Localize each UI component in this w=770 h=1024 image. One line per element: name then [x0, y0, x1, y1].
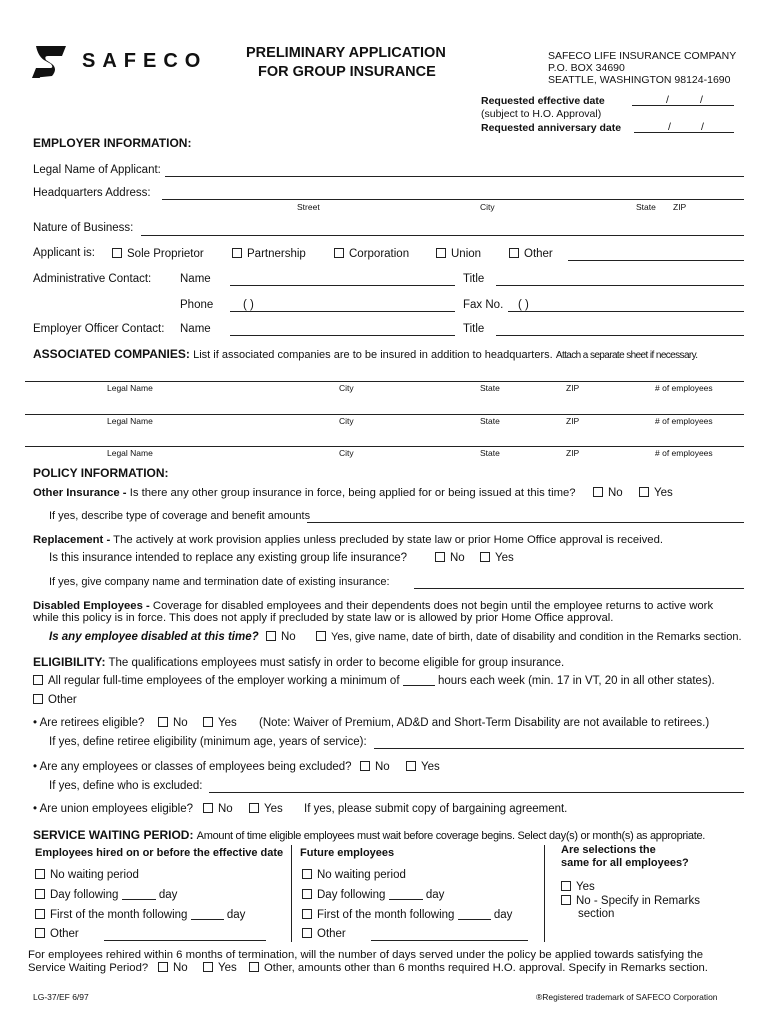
describe-coverage-label: If yes, describe type of coverage and benefit amounts	[49, 510, 311, 522]
eligibility-text: The qualifications employees must satisfy in order to become eligible for group insurance.	[108, 657, 565, 669]
option-label: Day following	[50, 889, 119, 901]
bullet: •	[33, 761, 38, 773]
waiting-col-divider-1	[291, 845, 292, 942]
option-label: Other	[50, 928, 79, 940]
disabled-label: Disabled Employees -	[33, 600, 150, 612]
admin-name-field[interactable]	[230, 285, 455, 286]
employer-info-heading: EMPLOYER INFORMATION:	[33, 136, 192, 150]
option-label: Yes	[264, 803, 283, 815]
question-label: Are union employees eligible?	[39, 803, 194, 815]
retirees-define-field[interactable]	[374, 748, 744, 749]
checkbox[interactable]	[436, 248, 446, 258]
waiting-text: Amount of time eligible employees must wait before coverage begins. Select day(s) or month(s) as appropriate.	[196, 830, 706, 842]
checkbox[interactable]	[360, 761, 370, 771]
eligibility-heading	[33, 655, 564, 669]
fax-field[interactable]	[508, 311, 744, 312]
hq-sub-state: State	[636, 202, 656, 212]
min-hours-field[interactable]	[403, 676, 435, 686]
checkbox[interactable]	[302, 869, 312, 879]
col3-no-specify-2: section	[578, 908, 615, 920]
option-label: Other, amounts other than 6 months required H.O. approval. Specify in Remarks section.	[264, 962, 708, 974]
option-label: Yes	[218, 717, 237, 729]
checkbox[interactable]	[406, 761, 416, 771]
waiting-col3-head-2: same for all employees?	[561, 857, 689, 869]
requested-effective-date-label: Requested effective date	[481, 95, 605, 107]
months-field[interactable]	[458, 910, 491, 920]
checkbox[interactable]	[203, 803, 213, 813]
date-slash: /	[666, 94, 669, 106]
option-label: Union	[451, 248, 482, 260]
rehire-line-2: Service Waiting Period?	[28, 962, 149, 974]
option-label: No	[375, 761, 390, 773]
checkbox[interactable]	[35, 928, 45, 938]
union-note: If yes, please submit copy of bargaining agreement.	[304, 803, 568, 815]
associated-heading	[33, 347, 697, 361]
option-label: No	[450, 552, 465, 564]
form-title-line1: PRELIMINARY APPLICATION	[246, 45, 446, 61]
trademark-note: ®Registered trademark of SAFECO Corporation	[536, 992, 718, 1002]
union-yes[interactable]	[249, 803, 283, 815]
hq-sub-zip: ZIP	[673, 202, 687, 212]
waiting-col2-head: Future employees	[300, 847, 395, 859]
option-label-cont: hours each week (min. 17 in VT, 20 in all other states).	[437, 675, 715, 687]
company-city: SEATTLE, WASHINGTON 98124-1690	[548, 74, 731, 86]
other-insurance-question	[33, 487, 576, 499]
date-slash: /	[668, 121, 671, 133]
other-type-field[interactable]	[568, 260, 744, 261]
checkbox[interactable]	[158, 962, 168, 972]
checkbox[interactable]	[639, 487, 649, 497]
months-field[interactable]	[191, 910, 224, 920]
replace-no[interactable]	[435, 552, 465, 564]
describe-coverage-field[interactable]	[307, 522, 744, 523]
option-label: Day following	[317, 889, 386, 901]
option-label: Other	[317, 928, 346, 940]
option-label: Corporation	[349, 248, 410, 260]
assoc-col-zip: ZIP	[566, 383, 580, 393]
checkbox[interactable]	[35, 889, 45, 899]
assoc-row-3-line[interactable]	[25, 446, 744, 447]
replacement-label: Replacement -	[33, 534, 111, 546]
col1-day-following[interactable]	[35, 889, 177, 901]
checkbox[interactable]	[302, 889, 312, 899]
hq-address-label: Headquarters Address:	[33, 187, 151, 199]
option-label: Other	[48, 694, 77, 706]
option-label-cont: day	[493, 909, 513, 921]
assoc-row-1-line[interactable]	[25, 381, 744, 382]
option-label: Yes, give name, date of birth, date of disability and condition in the Remarks section.	[331, 631, 742, 643]
safeco-logo-icon	[30, 44, 68, 80]
assoc-row-2-line[interactable]	[25, 414, 744, 415]
col1-first-month[interactable]	[35, 909, 245, 921]
assoc-col-city: City	[339, 448, 354, 458]
checkbox[interactable]	[302, 909, 312, 919]
admin-title-label: Title	[463, 273, 485, 285]
option-label: Partnership	[247, 248, 306, 260]
waiting-col3-head-1: Are selections the	[561, 844, 656, 856]
retirees-define-label: If yes, define retiree eligibility (minimum age, years of service):	[49, 736, 367, 748]
officer-title-label: Title	[463, 323, 485, 335]
safeco-logo	[30, 44, 215, 84]
assoc-col-zip: ZIP	[566, 448, 580, 458]
question-label: Are retirees eligible?	[39, 717, 145, 729]
excluded-define-label: If yes, define who is excluded:	[49, 780, 203, 792]
rehire-no[interactable]	[158, 962, 188, 974]
col1-other[interactable]	[35, 928, 79, 940]
checkbox[interactable]	[435, 552, 445, 562]
opt-partnership[interactable]	[232, 248, 306, 260]
assoc-col-zip: ZIP	[566, 416, 580, 426]
assoc-col-employees: # of employees	[655, 448, 713, 458]
excluded-yes[interactable]	[406, 761, 440, 773]
retirees-no[interactable]	[158, 717, 188, 729]
eligibility-title: ELIGIBILITY:	[33, 655, 106, 669]
other-eligibility-option[interactable]	[33, 694, 77, 706]
checkbox[interactable]	[112, 248, 122, 258]
question-label: Are any employees or classes of employees being excluded?	[39, 761, 352, 773]
disabled-yes[interactable]	[316, 631, 742, 643]
other-insurance-no[interactable]	[593, 487, 623, 499]
assoc-col-state: State	[480, 416, 500, 426]
assoc-col-employees: # of employees	[655, 416, 713, 426]
date-slash: /	[700, 94, 703, 106]
option-label: No	[173, 962, 188, 974]
col2-other-field[interactable]	[371, 940, 528, 941]
checkbox[interactable]	[232, 248, 242, 258]
nature-label: Nature of Business:	[33, 222, 134, 234]
checkbox[interactable]	[249, 962, 259, 972]
fax-area-code: ( )	[518, 299, 529, 311]
option-label: All regular full-time employees of the employer working a minimum of	[48, 675, 400, 687]
col3-no-specify[interactable]	[561, 895, 700, 907]
waiting-heading	[33, 828, 705, 842]
option-label: Sole Proprietor	[127, 248, 204, 260]
subject-to-note: (subject to H.O. Approval)	[481, 108, 602, 120]
option-label: No	[608, 487, 623, 499]
associated-attach: Attach a separate sheet if necessary.	[555, 350, 698, 361]
replace-question: Is this insurance intended to replace any existing group life insurance?	[49, 552, 407, 564]
replacement-text: The actively at work provision applies unless precluded by state law or prior Home Office approval is received.	[113, 534, 664, 546]
option-label-cont: day	[226, 909, 246, 921]
applicant-is-label: Applicant is:	[33, 247, 96, 259]
option-label: No waiting period	[317, 869, 406, 881]
option-label: No	[218, 803, 233, 815]
days-field[interactable]	[122, 890, 156, 900]
date-slash: /	[701, 121, 704, 133]
assoc-col-state: State	[480, 383, 500, 393]
col2-day-following[interactable]	[302, 889, 444, 901]
days-field[interactable]	[389, 890, 423, 900]
bullet: •	[33, 717, 38, 729]
col1-no-waiting[interactable]	[35, 869, 139, 881]
logo-wordmark: SAFECO	[82, 50, 208, 72]
replace-yes[interactable]	[480, 552, 514, 564]
option-label: First of the month following	[50, 909, 188, 921]
checkbox[interactable]	[158, 717, 168, 727]
opt-other[interactable]	[509, 248, 553, 260]
retirees-question	[33, 717, 144, 729]
disabled-text-2: while this policy is in force. This does not apply if precluded by state law or is allowed by prior Home Office approval.	[33, 612, 614, 624]
checkbox[interactable]	[266, 631, 276, 641]
disabled-question: Is any employee disabled at this time?	[49, 631, 259, 643]
other-insurance-yes[interactable]	[639, 487, 673, 499]
option-label: Yes	[421, 761, 440, 773]
replacement-statement	[33, 534, 663, 546]
excluded-define-field[interactable]	[209, 792, 744, 793]
waiting-title: SERVICE WAITING PERIOD:	[33, 828, 194, 842]
officer-name-label: Name	[180, 323, 211, 335]
excluded-no[interactable]	[360, 761, 390, 773]
option-label: Yes	[218, 962, 237, 974]
requested-anniversary-date-label: Requested anniversary date	[481, 122, 622, 134]
option-label: Yes	[576, 881, 595, 893]
opt-sole-proprietor[interactable]	[112, 248, 204, 260]
rehire-yes[interactable]	[203, 962, 237, 974]
assoc-col-legal: Legal Name	[107, 416, 153, 426]
checkbox[interactable]	[35, 909, 45, 919]
existing-company-label: If yes, give company name and termination date of existing insurance:	[49, 576, 390, 588]
checkbox[interactable]	[33, 694, 43, 704]
checkbox[interactable]	[509, 248, 519, 258]
assoc-col-city: City	[339, 416, 354, 426]
disabled-statement	[33, 600, 713, 612]
form-title-line2: FOR GROUP INSURANCE	[258, 64, 436, 80]
nature-field[interactable]	[141, 235, 744, 236]
phone-area-code: ( )	[243, 299, 254, 311]
checkbox[interactable]	[302, 928, 312, 938]
col1-other-field[interactable]	[104, 940, 266, 941]
checkbox[interactable]	[316, 631, 326, 641]
option-label: Yes	[654, 487, 673, 499]
rehire-other[interactable]	[249, 962, 708, 974]
phone-field[interactable]	[230, 311, 455, 312]
checkbox[interactable]	[203, 962, 213, 972]
union-no[interactable]	[203, 803, 233, 815]
col2-first-month[interactable]	[302, 909, 512, 921]
option-label: No - Specify in Remarks	[576, 895, 700, 907]
disabled-text-1: Coverage for disabled employees and their dependents does not begin until the employee returns to active work	[152, 600, 714, 612]
admin-contact-label: Administrative Contact:	[33, 273, 152, 285]
other-insurance-label: Other Insurance -	[33, 487, 127, 499]
all-regular-option[interactable]	[33, 675, 715, 687]
retirees-yes[interactable]	[203, 717, 237, 729]
waiting-col-divider-2	[544, 845, 545, 942]
col2-no-waiting[interactable]	[302, 869, 406, 881]
option-label-cont: day	[158, 889, 178, 901]
assoc-col-employees: # of employees	[655, 383, 713, 393]
waiting-col1-head: Employees hired on or before the effective date	[35, 847, 284, 859]
hq-address-field[interactable]	[162, 199, 744, 200]
assoc-col-legal: Legal Name	[107, 383, 153, 393]
bullet: •	[33, 803, 38, 815]
checkbox[interactable]	[33, 675, 43, 685]
option-label: No waiting period	[50, 869, 139, 881]
assoc-col-city: City	[339, 383, 354, 393]
legal-name-field[interactable]	[165, 176, 744, 177]
disabled-no[interactable]	[266, 631, 296, 643]
option-label: Other	[524, 248, 553, 260]
opt-corporation[interactable]	[334, 248, 409, 260]
checkbox[interactable]	[35, 869, 45, 879]
checkbox[interactable]	[593, 487, 603, 497]
other-insurance-text: Is there any other group insurance in force, being applied for or being issued at this time?	[129, 487, 576, 499]
form-number: LG-37/EF 6/97	[33, 992, 89, 1002]
retirees-note: (Note: Waiver of Premium, AD&D and Short-Term Disability are not available to retirees.)	[259, 717, 710, 729]
assoc-col-legal: Legal Name	[107, 448, 153, 458]
opt-union[interactable]	[436, 248, 481, 260]
option-label: First of the month following	[317, 909, 455, 921]
col2-other[interactable]	[302, 928, 346, 940]
option-label: No	[281, 631, 296, 643]
associated-text: List if associated companies are to be insured in addition to headquarters.	[193, 349, 553, 361]
hq-sub-city: City	[480, 202, 495, 212]
admin-name-label: Name	[180, 273, 211, 285]
option-label: No	[173, 717, 188, 729]
officer-name-field[interactable]	[230, 335, 455, 336]
checkbox[interactable]	[334, 248, 344, 258]
company-box: P.O. BOX 34690	[548, 62, 625, 74]
union-question	[33, 803, 193, 815]
associated-title: ASSOCIATED COMPANIES:	[33, 347, 190, 361]
officer-title-field[interactable]	[496, 335, 744, 336]
assoc-col-state: State	[480, 448, 500, 458]
fax-label: Fax No.	[463, 299, 504, 311]
hq-sub-street: Street	[297, 202, 320, 212]
existing-company-field[interactable]	[414, 588, 744, 589]
option-label-cont: day	[425, 889, 445, 901]
phone-label: Phone	[180, 299, 214, 311]
checkbox[interactable]	[249, 803, 259, 813]
company-name: SAFECO LIFE INSURANCE COMPANY	[548, 50, 737, 62]
officer-contact-label: Employer Officer Contact:	[33, 323, 165, 335]
rehire-line-1: For employees rehired within 6 months of termination, will the number of days served under the policy be applied towards satisfying the	[28, 949, 704, 961]
checkbox[interactable]	[203, 717, 213, 727]
legal-name-label: Legal Name of Applicant:	[33, 164, 161, 176]
checkbox[interactable]	[561, 895, 571, 905]
policy-info-heading: POLICY INFORMATION:	[33, 466, 169, 480]
excluded-question	[33, 761, 352, 773]
checkbox[interactable]	[561, 881, 571, 891]
checkbox[interactable]	[480, 552, 490, 562]
option-label: Yes	[495, 552, 514, 564]
col3-yes[interactable]	[561, 881, 595, 893]
admin-title-field[interactable]	[496, 285, 744, 286]
